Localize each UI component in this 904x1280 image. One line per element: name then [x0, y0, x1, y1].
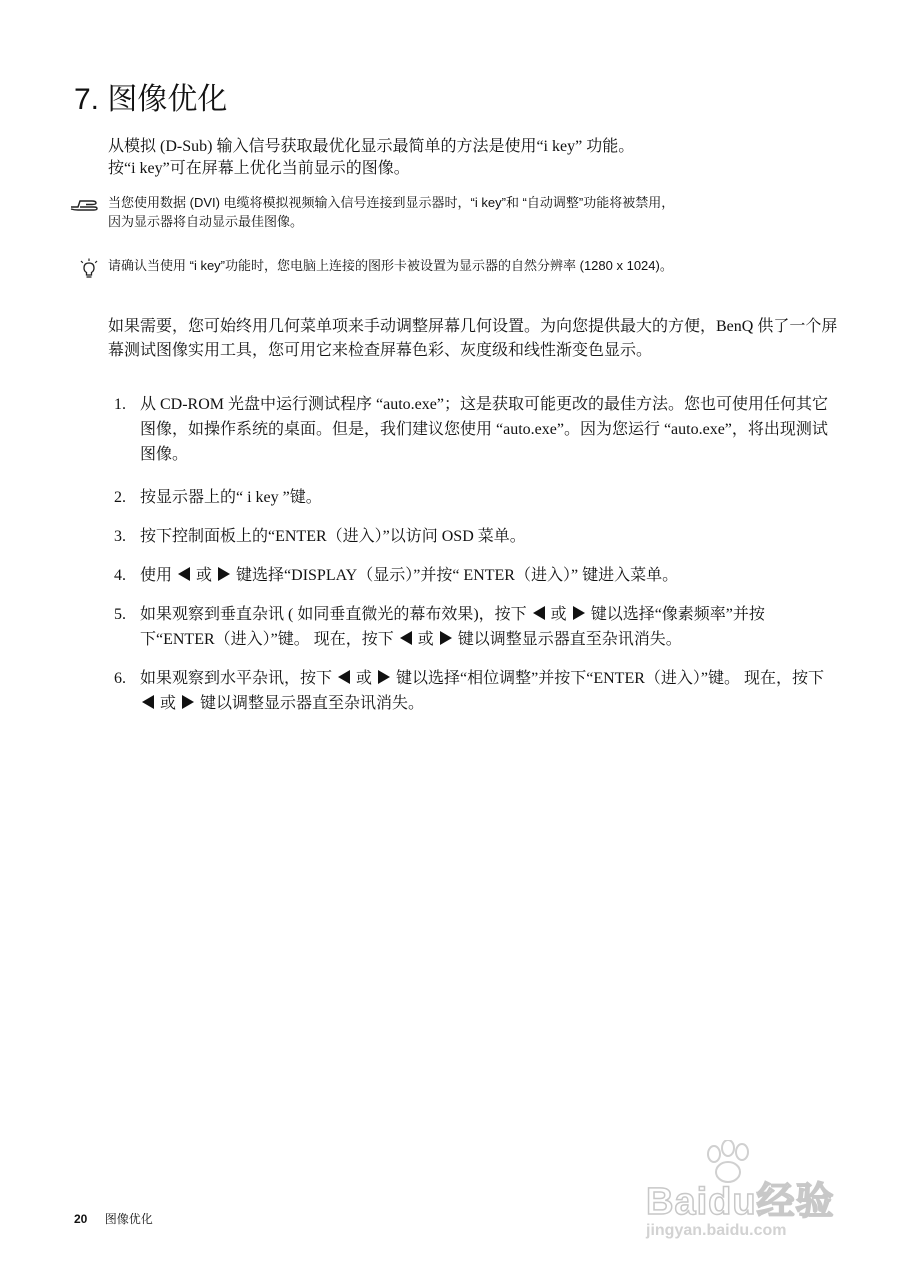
- note-resolution: [78, 256, 838, 275]
- step-item: [108, 524, 828, 549]
- note-dvi: [70, 193, 830, 231]
- step-text-part: 使用: [140, 567, 173, 584]
- right-arrow-icon: [571, 605, 587, 621]
- left-arrow-icon: [176, 566, 192, 582]
- right-arrow-icon: [216, 566, 232, 582]
- step-number: 6.: [114, 670, 126, 687]
- step-number: 3.: [114, 528, 126, 545]
- step-text-part: 如果观察到水平杂讯，按下: [140, 670, 333, 687]
- step-item: [108, 485, 828, 510]
- left-arrow-icon: [531, 605, 547, 621]
- note-dvi-line-2: 因为显示器将自动显示最佳图像。: [108, 214, 304, 229]
- right-arrow-icon: [438, 630, 454, 646]
- body-paragraph: 如果需要，您可始终用几何菜单项来手动调整屏幕几何设置。为向您提供最大的方便，BenQ 供了一个屏幕测试图像实用工具，您可用它来检查屏幕色彩、灰度级和线性渐变色显示。: [108, 318, 838, 359]
- steps-list: [108, 392, 828, 716]
- step-item: [108, 602, 828, 652]
- note-dvi-line-1: 当您使用数据 (DVI) 电缆将模拟视频输入信号连接到显示器时，“i key”和 “自动调整”功能将被禁用，: [108, 195, 675, 210]
- footer-section-title: 图像优化: [104, 1212, 153, 1226]
- step-text: 按显示器上的“ i key ”键。: [140, 489, 322, 506]
- pointing-hand-icon: [70, 195, 100, 216]
- step-text-part: 键以选择“像素频率”并按下“ENTER（进入）”键。 现在，按下: [140, 606, 765, 648]
- watermark-logo-text: Baidu经验: [646, 1181, 835, 1223]
- step-text: 从 CD-ROM 光盘中运行测试程序 “auto.exe”；这是获取可能更改的最佳方法。您也可使用任何其它图像，如操作系统的桌面。但是，我们建议您使用 “auto.exe”。因为您运行 “auto.exe”，将出现测试图像。: [140, 396, 828, 463]
- step-item: [108, 563, 828, 588]
- step-text-part: 键以调整显示器直至杂讯消失。: [457, 631, 682, 648]
- step-text-part: 键以选择“相位调整”并按下“ENTER（进入）”键。 现在，按下: [396, 670, 824, 687]
- baidu-watermark: [640, 1140, 880, 1260]
- step-number: 2.: [114, 489, 126, 506]
- lightbulb-icon: [78, 258, 100, 285]
- step-text-part: 或: [417, 631, 434, 648]
- step-text-part: 如果观察到垂直杂讯 ( 如同垂直微光的幕布效果)，按下: [140, 606, 527, 623]
- step-text-part: 或: [160, 695, 177, 712]
- step-number: 4.: [114, 567, 126, 584]
- step-item: [108, 392, 828, 467]
- step-text-part: 键选择“DISPLAY（显示）”并按“ ENTER（进入）” 键进入菜单。: [236, 567, 679, 584]
- step-text: 按下控制面板上的“ENTER（进入）”以访问 OSD 菜单。: [140, 528, 526, 545]
- step-text-part: 或: [356, 670, 373, 687]
- right-arrow-icon: [180, 694, 196, 710]
- page-number: 20: [74, 1212, 88, 1226]
- intro-paragraph: [108, 136, 848, 180]
- step-item: [108, 666, 828, 716]
- note-resolution-text: 请确认当使用 “i key”功能时，您电脑上连接的图形卡被设置为显示器的自然分辨率 (1280 x 1024)。: [108, 258, 673, 273]
- left-arrow-icon: [336, 669, 352, 685]
- page-title: 7. 图像优化: [74, 83, 228, 116]
- intro-line-2: 按“i key”可在屏幕上优化当前显示的图像。: [108, 160, 410, 177]
- step-text-part: 或: [196, 567, 213, 584]
- step-text-part: 或: [550, 606, 567, 623]
- right-arrow-icon: [376, 669, 392, 685]
- page-footer: [74, 1211, 153, 1227]
- step-text-part: 键以调整显示器直至杂讯消失。: [200, 695, 425, 712]
- step-number: 1.: [114, 396, 126, 413]
- step-number: 5.: [114, 606, 126, 623]
- watermark-url: jingyan.baidu.com: [646, 1222, 787, 1239]
- left-arrow-icon: [398, 630, 414, 646]
- left-arrow-icon: [140, 694, 156, 710]
- intro-line-1: 从模拟 (D-Sub) 输入信号获取最优化显示最简单的方法是使用“i key” 功能。: [108, 138, 635, 155]
